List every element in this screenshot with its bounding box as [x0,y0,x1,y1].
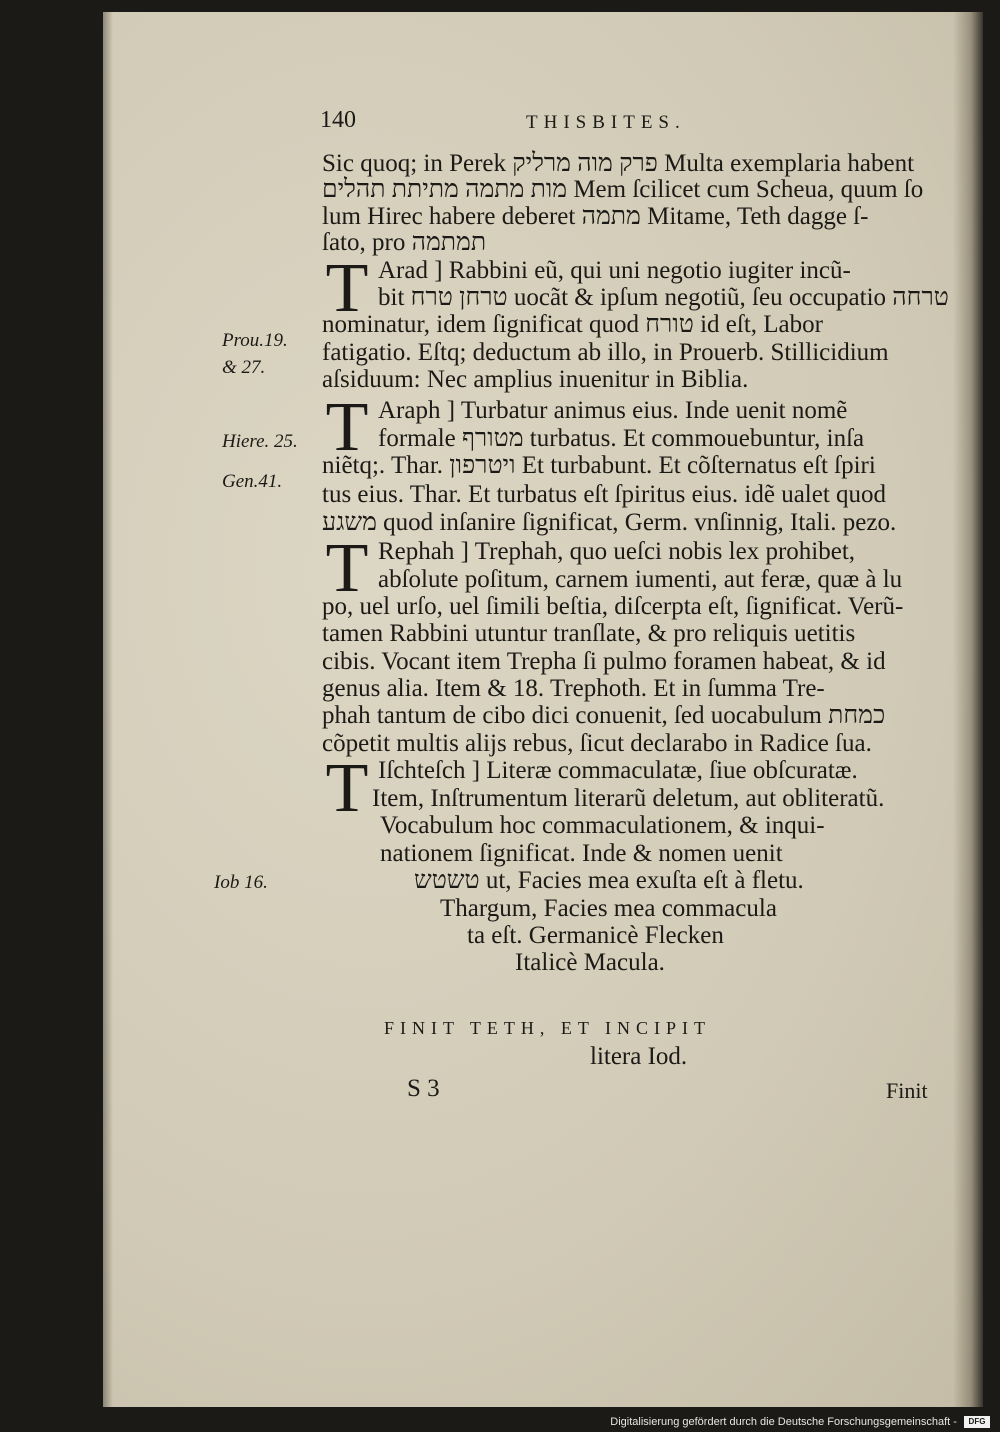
text-line: Arad ] Rabbini eũ, qui uni negotio iugiter incũ- [378,257,851,284]
margin-note: Hiere. 25. [222,431,298,452]
text-line: aſsiduum: Nec amplius inuenitur in Biblia. [322,366,749,393]
finis-subline: litera Iod. [590,1043,688,1070]
text-line: Iſchteſch ] Literæ commaculatæ, ſiue obſcuratæ. [378,757,858,784]
margin-note: Iob 16. [214,872,268,893]
text-line: nominatur, idem ſignificat quod טורח id eſt, Labor [322,311,823,338]
running-title: THISBITES. [526,112,686,133]
text-line: ſato, pro תמתמה [322,229,487,256]
text-line: Rephah ] Trephah, quo ueſci nobis lex prohibet, [378,538,856,565]
text-line: Sic quoq; in Perek פרק מוה מרליק Multa exemplaria habent [322,150,915,177]
text-line: po, uel urſo, uel ſimili beſtia, diſcerpta eſt, ſignificat. Verũ- [322,593,904,620]
text-line: fatigatio. Eſtq; deductum ab illo, in Prouerb. Stillicidium [322,339,889,366]
digitization-footer [610,1414,990,1430]
margin-note: & 27. [222,357,266,378]
text-line: משגע quod inſanire ſignificat, Germ. vnſinnig, Itali. pezo. [322,509,897,536]
text-line: טשטש ut, Facies mea exuſta eſt à fletu. [414,867,804,894]
text-line: niẽtq;. Thar. ויטרפון Et turbabunt. Et cõſternatus eſt ſpiri [322,452,876,479]
page-edge-shadow [103,12,113,1407]
spine-shadow [953,12,983,1407]
text-line: Araph ] Turbatur animus eius. Inde uenit nomẽ [378,397,848,424]
text-line: cibis. Vocant item Trepha ſi pulmo foramen habeat, & id [322,648,886,675]
text-line: abſolute poſitum, carnem iumenti, aut feræ, quæ à lu [378,566,903,593]
text-line: tus eius. Thar. Et turbatus eſt ſpiritus eius. idẽ ualet quod [322,481,887,508]
catchword: Finit [886,1078,928,1103]
text-line: מות מתמה מתיתת תהלים Mem ſcilicet cum Scheua, quum ſo [322,176,924,203]
drop-cap: T [325,530,369,607]
text-line: nationem ſignificat. Inde & nomen uenit [380,840,783,867]
text-line: tamen Rabbini utuntur tranſlate, & pro reliquis uetitis [322,620,856,647]
dfg-logo: DFG [964,1416,990,1428]
drop-cap: T [325,750,369,827]
margin-note: Gen.41. [222,471,283,492]
signature-mark: S 3 [407,1075,440,1102]
drop-cap: T [325,250,369,327]
text-line: bit טרחן טרח uocãt & ipſum negotiũ, ſeu occupatio טרחה [378,284,949,311]
finis-heading: FINIT TETH, ET INCIPIT [384,1018,711,1038]
footer-text: Digitalisierung gefördert durch die Deutsche Forschungsgemeinschaft - [610,1416,957,1428]
drop-cap: T [325,389,369,466]
text-line: Thargum, Facies mea commacula [440,895,777,922]
text-line: phah tantum de cibo dici conuenit, ſed uocabulum כמחת [322,702,886,729]
text-line: Italicè Macula. [515,949,665,976]
text-line: ta eſt. Germanicè Flecken [467,922,724,949]
page-number: 140 [320,107,356,133]
text-line: Item, Inſtrumentum literarũ deletum, aut obliteratũ. [372,785,885,812]
margin-note: Prou.19. [222,330,288,351]
text-line: lum Hirec habere deberet מתמה Mitame, Teth dagge ſ- [322,203,869,230]
text-line: Vocabulum hoc commaculationem, & inqui- [380,812,825,839]
text-line: formale מטורף turbatus. Et commouebuntur, inſa [378,425,865,452]
text-line: cõpetit multis alijs rebus, ſicut declarabo in Radice ſua. [322,730,872,757]
text-line: genus alia. Item & 18. Trephoth. Et in ſumma Tre- [322,675,825,702]
